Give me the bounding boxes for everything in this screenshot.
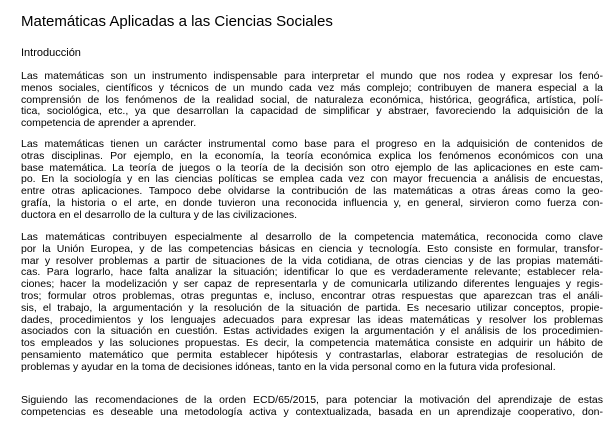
paragraph-2 <box>21 139 603 222</box>
text-line: pensamiento matemático que permita establecer hipótesis y contrastarlas, elaborar estrategias de resolución de <box>21 349 603 361</box>
document-title: Matemáticas Aplicadas a las Ciencias Sociales <box>21 13 333 30</box>
text-line: entre otras aplicaciones. Tampoco debe olvidarse la contribución de las matemáticas a otras áreas como la geo- <box>21 186 603 198</box>
paragraph-1 <box>21 71 603 130</box>
text-line: tica, sociológica, etc., ya que desarrollan la capacidad de simplificar y abstraer, favoreciendo la adquisición de la <box>21 106 603 118</box>
text-line: Siguiendo las recomendaciones de la orden ECD/65/2015, para potenciar la motivación del aprendizaje de estas <box>21 395 603 406</box>
text-line: competencias es deseable una metodología activa y contextualizada, basada en un aprendizaje cooperativo, don- <box>21 406 603 418</box>
text-line: dades, procedimientos y los lenguajes adecuados para expresar las ideas matemáticas y resolver los problemas <box>21 314 603 326</box>
text-line: tros; formular otros problemas, otras preguntas e, incluso, encontrar otras respuestas que aparezcan tras el análi- <box>21 290 603 302</box>
text-line: cas. Para lograrlo, hace falta analizar la situación; identificar lo que es verdaderamente relevante; establecer rela- <box>21 267 603 279</box>
text-line: po. En la sociología y en las ciencias políticas se emplea cada vez con mayor frecuencia a análisis de encuestas, <box>21 174 603 186</box>
text-line: ductora en el desarrollo de la cultura y de las civilizaciones. <box>21 209 298 221</box>
text-line: menos sociales, científicos y técnicos de un mundo cada vez más complejo; contribuyen de manera especial a la <box>21 82 603 94</box>
paragraph-4 <box>21 395 603 419</box>
text-line: comprensión de los fenómenos de la realidad social, de naturaleza económica, histórica, geográfica, artística, polí- <box>21 94 603 106</box>
text-line: Las matemáticas son un instrumento indispensable para interpretar el mundo que nos rodea y expresar los fenó- <box>21 71 603 82</box>
text-line: Las matemáticas tienen un carácter instrumental como base para el progreso en la adquisición de contenidos de <box>21 139 603 150</box>
text-line: base matemática. La teoría de juegos o la teoría de la decisión son otro ejemplo de las aplicaciones en este cam- <box>21 162 603 174</box>
text-line: Las matemáticas contribuyen especialmente al desarrollo de la competencia matemática, reconocida como clave <box>21 232 603 243</box>
text-line: otras disciplinas. Por ejemplo, en la economía, la teoría económica explica los fenómenos económicos con una <box>21 150 603 162</box>
text-line: problemas y ayudar en la toma de decisiones idóneas, tanto en la vida personal como en la futura vida profesional. <box>21 361 556 373</box>
text-line: por la Unión Europea, y de las competencias básicas en ciencia y tecnología. Esto consiste en formular, transfor- <box>21 243 603 255</box>
text-line: sis, el trabajo, la argumentación y la resolución de la situación de partida. Es necesario utilizar conceptos, propie- <box>21 302 603 314</box>
text-line: asociados con la situación en cuestión. Estas actividades exigen la argumentación y el análisis de los procedimien- <box>21 326 603 338</box>
text-line: competencia de aprender a aprender. <box>21 118 197 130</box>
section-heading: Introducción <box>21 47 81 59</box>
paragraph-3 <box>21 232 603 374</box>
text-line: tos empleados y las soluciones propuestas. Es decir, la competencia matemática consiste en adquirir un hábito de <box>21 338 603 350</box>
text-line: ciones; hacer la modelización y ser capaz de representarla y de comunicarla utilizando diferentes lenguajes y regis- <box>21 279 603 291</box>
text-line: grafía, la historia o el arte, en donde tuvieron una reconocida influencia y, en general, sirvieron como fuerza con- <box>21 197 603 209</box>
text-line: mar y resolver problemas a partir de situaciones de la vida cotidiana, de otras ciencias y de las propias matemáti- <box>21 255 603 267</box>
